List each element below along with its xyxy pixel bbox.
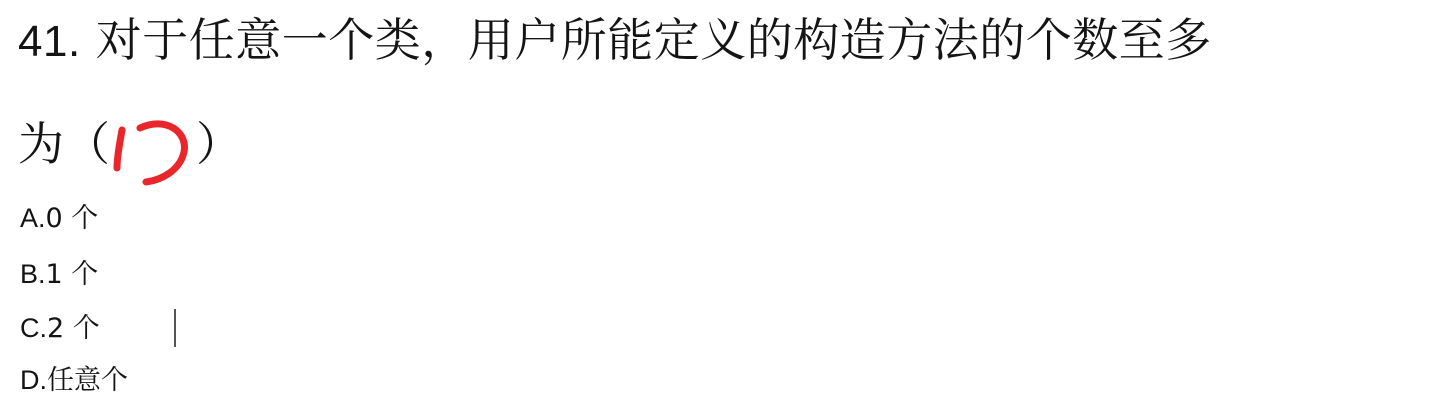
option-b-letter: B. (20, 259, 46, 289)
option-d-text: 任意个 (47, 365, 128, 396)
question-text-continued: 为 (18, 117, 64, 171)
option-b-text: 1 个 (45, 259, 99, 290)
option-a[interactable] (20, 198, 98, 239)
answer-close-paren: ） (196, 117, 242, 171)
option-a-text: 0 个 (45, 203, 99, 234)
text-cursor (174, 309, 176, 347)
option-c-letter: C. (20, 313, 47, 343)
option-d-letter: D. (20, 365, 47, 395)
question-line-1 (18, 6, 1212, 76)
option-b[interactable] (20, 254, 98, 295)
question-text: 对于任意一个类，用户所能定义的构造方法的个数至多 (95, 13, 1212, 67)
option-c-text: 2 个 (47, 313, 100, 344)
question-number: 41. (18, 17, 81, 66)
handwritten-stroke-one (117, 130, 122, 168)
answer-open-paren: （ (64, 117, 110, 171)
handwritten-stroke-arc (140, 124, 184, 182)
handwritten-answer-mark (104, 112, 194, 192)
option-a-letter: A. (20, 203, 46, 233)
option-c[interactable] (20, 308, 100, 349)
option-d[interactable] (20, 360, 128, 401)
